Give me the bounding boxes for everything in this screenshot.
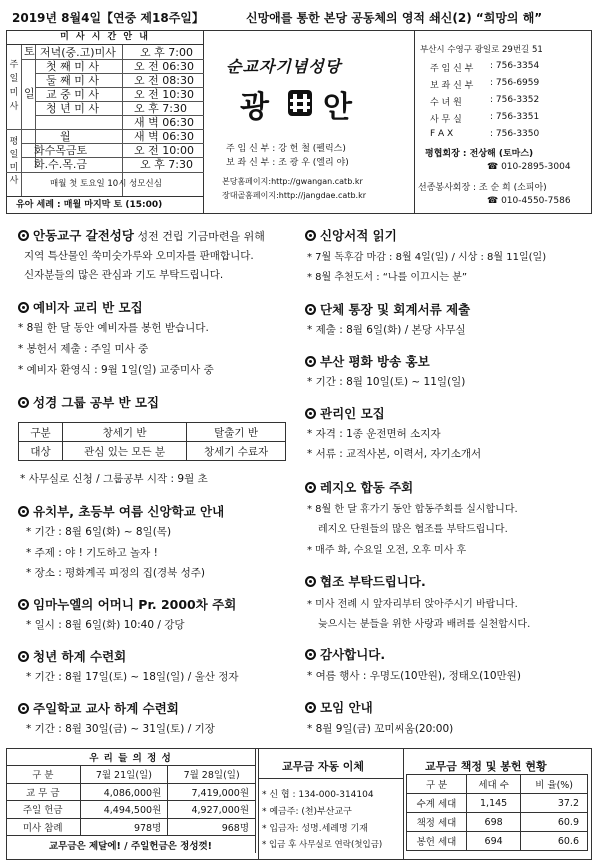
council-chair-phone: ☎ 010-2895-3004: [487, 162, 571, 172]
section-bullet-icon: [305, 649, 316, 660]
table-cell: 60.6: [521, 832, 588, 851]
offering-footer: 교무금은 제달에! / 주일헌금은 정성껏!: [6, 836, 256, 854]
table-cell: 4,494,500원: [80, 801, 168, 819]
mass-row-name: 청 년 미 사: [46, 102, 99, 115]
section-title: 관리인 모집: [305, 404, 385, 422]
table-cell: 1,145: [467, 794, 521, 813]
mass-row-name: 첫 째 미 사: [46, 60, 99, 73]
section-title: 단체 통장 및 회계서류 제출: [305, 300, 470, 318]
contact-value: : 756-3351: [490, 112, 540, 122]
section-line: * 8월 한 달 휴가기 동안 합동주회를 실시합니다.: [307, 504, 518, 515]
section-title: 유치부, 초등부 여름 신앙학교 안내: [18, 502, 224, 520]
section-bullet-icon: [18, 599, 29, 610]
sunday-mass-label: 주일미사: [9, 60, 19, 112]
section-line: * 서류 : 교적사본, 이력서, 자기소개서: [307, 448, 482, 460]
table-row: [19, 423, 286, 442]
offering-table: [6, 748, 256, 853]
weekday-mass-label: 평일미사: [9, 137, 19, 186]
contact-label: 주 임 신 부: [430, 64, 474, 74]
section-line: * 기간 : 8월 17일(토) ~ 18일(일) / 울산 정자: [26, 671, 239, 683]
section-line: * 기간 : 8월 30일(금) ~ 31일(토) / 기장: [26, 723, 215, 735]
mass-grid-line: [6, 172, 204, 173]
section-line: * 주제 : 야 ! 기도하고 놀자 !: [26, 547, 158, 559]
assistant-pastor-name: 보 좌 신 부 : 조 광 우 (엘리 야): [226, 158, 349, 168]
offering-title: 우 리 들 의 정 성: [6, 748, 256, 766]
section-bullet-icon: [305, 304, 316, 315]
table-cell: 창세기 반: [63, 423, 187, 442]
section-bullet-icon: [305, 702, 316, 713]
parish-address: 부산시 수영구 광일로 29번길 51: [420, 45, 543, 55]
section-bullet-icon: [305, 482, 316, 493]
table-cell: 책정 세대: [407, 813, 467, 832]
section-title: 예비자 교리 반 모집: [18, 298, 143, 316]
table-cell: 4,086,000원: [80, 783, 168, 801]
section-title: 레지오 합동 주회: [305, 478, 413, 496]
section-line: * 8월 한 달 동안 예비자를 봉헌 받습니다.: [18, 322, 209, 334]
contact-value: : 756-6959: [490, 78, 540, 88]
mass-grid-line: [122, 45, 123, 196]
church-subtitle: 순교자기념성당: [226, 57, 342, 76]
section-title: 성경 그룹 공부 반 모집: [18, 393, 159, 411]
table-row: [6, 783, 256, 801]
table-header-cell: 구 분: [407, 775, 467, 794]
section-line: * 기간 : 8월 6일(화) ~ 8일(목): [26, 526, 172, 538]
contact-label: 수 녀 원: [430, 98, 462, 108]
table-cell: 창세기 수료자: [187, 442, 286, 461]
section-line: * 제출 : 8월 6일(화) / 본당 사무실: [307, 324, 466, 336]
mass-schedule-title: 미 사 시 간 안 내: [6, 30, 204, 45]
sunday-label: 일: [24, 87, 35, 100]
mass-row-time: 오 전 06:30: [134, 60, 194, 73]
section-bullet-icon: [18, 651, 29, 662]
table-row: [407, 832, 588, 851]
section-title: 협조 부탁드립니다.: [305, 572, 426, 590]
table-header-cell: 7월 21일(일): [80, 766, 168, 784]
mass-row-name: 화수목금토: [34, 144, 88, 157]
section-bullet-icon: [18, 397, 29, 408]
table-header-cell: 세대 수: [467, 775, 521, 794]
tithe-table: [406, 774, 588, 851]
auto-transfer-divider: [258, 778, 404, 779]
jangdae-homepage-link[interactable]: 장대골홈페이지:http://jangdae.catb.kr: [222, 191, 366, 200]
mass-row-time: 오 전 10:30: [134, 88, 194, 101]
contact-label: 보 좌 신 부: [430, 81, 474, 91]
table-cell: 694: [467, 832, 521, 851]
table-cell: 관심 있는 모든 분: [63, 442, 187, 461]
section-title: 안동교구 갈전성당 성전 건립 기금마련을 위해: [18, 226, 265, 244]
section-line: 신자분들의 많은 관심과 기도 부탁드립니다.: [24, 269, 224, 281]
table-cell: 구분: [19, 423, 63, 442]
mass-row-time: 오 후 7:30: [140, 158, 193, 171]
mass-row-time: 오 전 10:00: [134, 144, 194, 157]
section-bullet-icon: [305, 356, 316, 367]
section-line: 지역 특산물인 쑥미숫가루와 오미자를 판매합니다.: [24, 250, 254, 262]
table-row: [407, 813, 588, 832]
section-line: * 장소 : 평화계곡 피정의 집(경북 성주): [26, 567, 206, 579]
section-title: 주일학교 교사 하계 수련회: [18, 699, 179, 717]
mass-row-name: 저녁(중.고)미사: [40, 46, 116, 59]
monday-label: 월: [60, 130, 71, 143]
table-row: [19, 442, 286, 461]
section-line: * 8월 9일(금) 꼬미씨움(20:00): [307, 723, 454, 735]
auto-transfer-line: * 입금자: 성명.세례명 기재: [262, 824, 368, 834]
section-bullet-icon: [18, 230, 29, 241]
mass-note: 매월 첫 토요일 10시 성모신심: [50, 179, 162, 189]
auto-transfer-line: * 신 협 : 134-000-314104: [262, 790, 374, 800]
section-line: 레지오 단원들의 많은 협조를 부탁드립니다.: [318, 524, 508, 535]
bulletin-date: 2019년 8월4일【연중 제18주일】: [12, 11, 204, 25]
contact-value: : 756-3350: [490, 129, 540, 139]
table-cell: 698: [467, 813, 521, 832]
table-cell: 미사 참례: [6, 818, 80, 836]
table-cell: 7,419,000원: [168, 783, 256, 801]
bulletin-theme: 신망애를 통한 본당 공동체의 영적 쇄신(2) “희망의 해”: [246, 11, 543, 25]
mass-row-time: 오 후 7:30: [134, 102, 187, 115]
table-cell: 4,927,000원: [168, 801, 256, 819]
section-line: * 미사 전례 시 앞자리부터 앉아주시기 바랍니다.: [307, 599, 518, 610]
table-row: [6, 836, 256, 854]
table-header-cell: 구 분: [6, 766, 80, 784]
mass-row-time: 새 벽 06:30: [134, 130, 194, 143]
section-line: * 기간 : 8월 10일(토) ~ 11일(일): [307, 376, 466, 388]
mass-row-name: 화.수.목.금: [34, 158, 87, 171]
pastor-name: 주 임 신 부 : 강 헌 철 (펠릭스): [226, 144, 346, 154]
contact-value: : 756-3354: [490, 61, 540, 71]
table-cell: 수계 세대: [407, 794, 467, 813]
auto-transfer-title: 교무금 자동 이체: [282, 760, 365, 773]
table-row: [407, 775, 588, 794]
funeral-service-chair: 선종봉사회장 : 조 순 희 (소피아): [418, 183, 547, 193]
mass-row-time: 오 후 7:00: [140, 46, 193, 59]
section-title: 임마누엘의 어머니 Pr. 2000차 주회: [18, 595, 236, 613]
auto-transfer-line: * 예금주: (천)부산교구: [262, 807, 352, 817]
table-row: [407, 794, 588, 813]
mass-row-name: 둘 째 미 사: [46, 74, 99, 87]
mass-row-name: 교 중 미 사: [46, 88, 99, 101]
tithe-title: 교무금 책정 및 봉헌 현황: [425, 760, 547, 773]
contact-label: F A X: [430, 129, 454, 139]
table-cell: 37.2: [521, 794, 588, 813]
table-header-cell: 비 율(%): [521, 775, 588, 794]
table-cell: 978명: [80, 818, 168, 836]
mass-row-time: 오 전 08:30: [134, 74, 194, 87]
table-cell: 주일 헌금: [6, 801, 80, 819]
section-line: * 봉헌서 제출 : 주일 미사 중: [18, 343, 149, 355]
infant-baptism: 유아 세례 : 매월 마지막 토 (15:00): [6, 196, 204, 214]
study-group-table: [18, 422, 286, 461]
section-bullet-icon: [305, 576, 316, 587]
section-line: * 매주 화, 수요일 오전, 오후 미사 후: [307, 545, 467, 556]
table-row: [6, 748, 256, 766]
section-title: 부산 평화 방송 홍보: [305, 352, 430, 370]
table-cell: 60.9: [521, 813, 588, 832]
church-title-second: 안: [323, 90, 352, 125]
parish-homepage-link[interactable]: 본당홈페이지:http://gwangan.catb.kr: [222, 177, 363, 186]
council-chair: 평협회장 : 전상해 (토마스): [425, 149, 534, 159]
mass-row-time: 새 벽 06:30: [134, 116, 194, 129]
section-bullet-icon: [305, 408, 316, 419]
section-bullet-icon: [18, 703, 29, 714]
section-title: 신앙서적 읽기: [305, 226, 397, 244]
section-line: * 자격 : 1종 운전면허 소지자: [307, 428, 441, 440]
contact-value: : 756-3352: [490, 95, 540, 105]
funeral-service-phone: ☎ 010-4550-7586: [487, 196, 571, 206]
table-row: [6, 801, 256, 819]
section-line: * 예비자 환영식 : 9월 1일(일) 교중미사 중: [18, 364, 214, 376]
section-line: * 일시 : 8월 6일(화) 10:40 / 강당: [26, 619, 185, 631]
table-row: [6, 818, 256, 836]
church-title-first: 광: [240, 90, 269, 125]
section-line: * 사무실로 신청 / 그룹공부 시작 : 9월 초: [20, 473, 208, 485]
section-bullet-icon: [305, 230, 316, 241]
mass-grid-line: [21, 45, 22, 196]
section-line: 늦으시는 분들을 위한 사랑과 배려를 실천합시다.: [318, 619, 531, 630]
auto-transfer-line: * 입금 후 사무실로 연락(첫입금): [262, 840, 383, 850]
table-row: [6, 766, 256, 784]
table-cell: 봉헌 세대: [407, 832, 467, 851]
table-cell: 대상: [19, 442, 63, 461]
table-cell: 교 무 금: [6, 783, 80, 801]
section-title: 모임 안내: [305, 698, 373, 716]
saturday-label: 토: [24, 45, 35, 58]
section-line: * 7월 독후감 마감 : 8월 4일(일) / 시상 : 8월 11일(일): [307, 252, 547, 263]
section-line: * 8월 추천도서 : “나를 이끄시는 분”: [307, 272, 468, 283]
table-cell: 탈출기 반: [187, 423, 286, 442]
section-line: * 여름 행사 : 우명도(10만원), 정태오(10만원): [307, 670, 521, 682]
section-bullet-icon: [18, 302, 29, 313]
contact-label: 사 무 실: [430, 115, 462, 125]
church-emblem-icon: [284, 88, 316, 121]
table-cell: 968명: [168, 818, 256, 836]
section-title: 청년 하계 수련회: [18, 647, 126, 665]
table-header-cell: 7월 28일(일): [168, 766, 256, 784]
section-bullet-icon: [18, 506, 29, 517]
section-title: 감사합니다.: [305, 645, 385, 663]
